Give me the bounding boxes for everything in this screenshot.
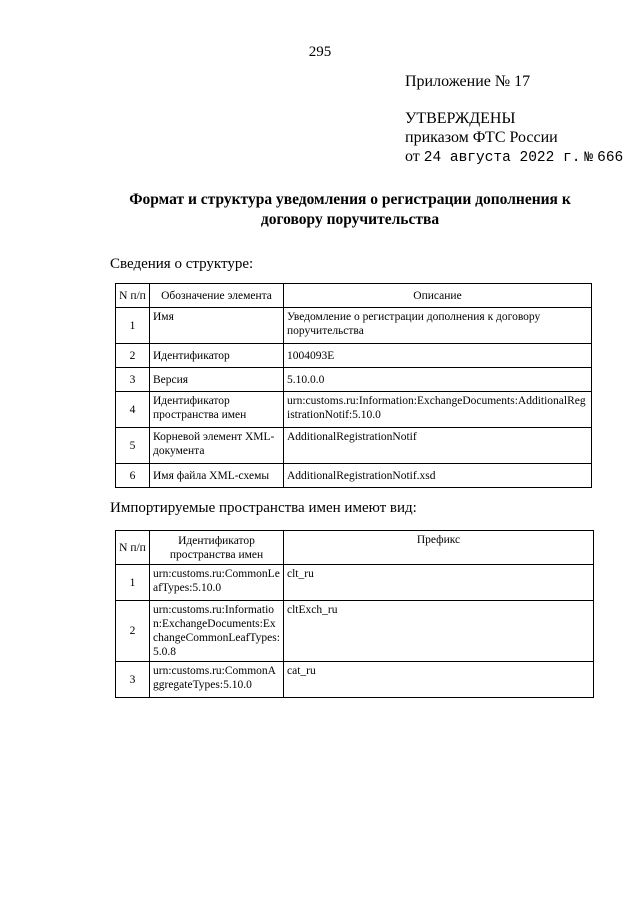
- row-number: 5: [116, 428, 150, 464]
- row-number: 3: [116, 368, 150, 392]
- element-name: Корневой элемент XML-документа: [150, 428, 284, 464]
- table-row: [116, 344, 592, 368]
- structure-heading: Сведения о структуре:: [110, 256, 254, 272]
- approval-block: [405, 72, 623, 168]
- number-sign: №: [584, 150, 594, 166]
- structure-header-row: [116, 284, 592, 308]
- table-row: [116, 565, 594, 601]
- element-description: AdditionalRegistrationNotif: [284, 428, 592, 464]
- column-header: Идентификатор пространства имен: [150, 531, 284, 565]
- row-number: 3: [116, 662, 150, 698]
- order-number: 666: [597, 150, 624, 166]
- page-number: 295: [308, 44, 332, 60]
- column-header: Обозначение элемента: [150, 284, 284, 308]
- column-header: N п/п: [116, 531, 150, 565]
- namespace-prefix: cltExch_ru: [284, 601, 594, 662]
- table-row: [116, 601, 594, 662]
- element-name: Идентификатор: [150, 344, 284, 368]
- row-number: 1: [116, 565, 150, 601]
- order-label: приказом ФТС России: [405, 129, 558, 146]
- approved-label: УТВЕРЖДЕНЫ: [405, 110, 516, 127]
- namespace-id: urn:customs.ru:Information:ExchangeDocuments:ExchangeCommonLeafTypes:5.0.8: [150, 601, 284, 662]
- element-name: Имя файла XML-схемы: [150, 464, 284, 488]
- row-number: 2: [116, 601, 150, 662]
- table-row: [116, 428, 592, 464]
- order-date-line: [405, 147, 623, 168]
- date-prefix: от: [405, 148, 420, 165]
- order-date: 24 августа 2022 г.: [423, 150, 581, 166]
- element-description: Уведомление о регистрации дополнения к договору поручительства: [284, 308, 592, 344]
- namespace-prefix: cat_ru: [284, 662, 594, 698]
- table-row: [116, 662, 594, 698]
- namespace-id: urn:customs.ru:CommonLeafTypes:5.10.0: [150, 565, 284, 601]
- row-number: 6: [116, 464, 150, 488]
- element-name: Версия: [150, 368, 284, 392]
- namespace-id: urn:customs.ru:CommonAggregateTypes:5.10.0: [150, 662, 284, 698]
- namespace-prefix: clt_ru: [284, 565, 594, 601]
- table-row: [116, 392, 592, 428]
- table-row: [116, 368, 592, 392]
- row-number: 4: [116, 392, 150, 428]
- element-description: 5.10.0.0: [284, 368, 592, 392]
- appendix-label: Приложение № 17: [405, 73, 531, 90]
- structure-table: [115, 283, 592, 488]
- element-description: 1004093E: [284, 344, 592, 368]
- element-name: Идентификатор пространства имен: [150, 392, 284, 428]
- table-row: [116, 308, 592, 344]
- row-number: 1: [116, 308, 150, 344]
- column-header: Префикс: [284, 531, 594, 565]
- row-number: 2: [116, 344, 150, 368]
- element-description: urn:customs.ru:Information:ExchangeDocuments:AdditionalRegistrationNotif:5.10.0: [284, 392, 592, 428]
- element-name: Имя: [150, 308, 284, 344]
- namespaces-heading: Импортируемые пространства имен имеют вид:: [110, 500, 417, 516]
- column-header: N п/п: [116, 284, 150, 308]
- table-row: [116, 464, 592, 488]
- column-header: Описание: [284, 284, 592, 308]
- element-description: AdditionalRegistrationNotif.xsd: [284, 464, 592, 488]
- document-title: Формат и структура уведомления о регистрации дополнения к договору поручительства: [129, 191, 571, 228]
- namespaces-header-row: [116, 531, 594, 565]
- namespaces-table: [115, 530, 594, 698]
